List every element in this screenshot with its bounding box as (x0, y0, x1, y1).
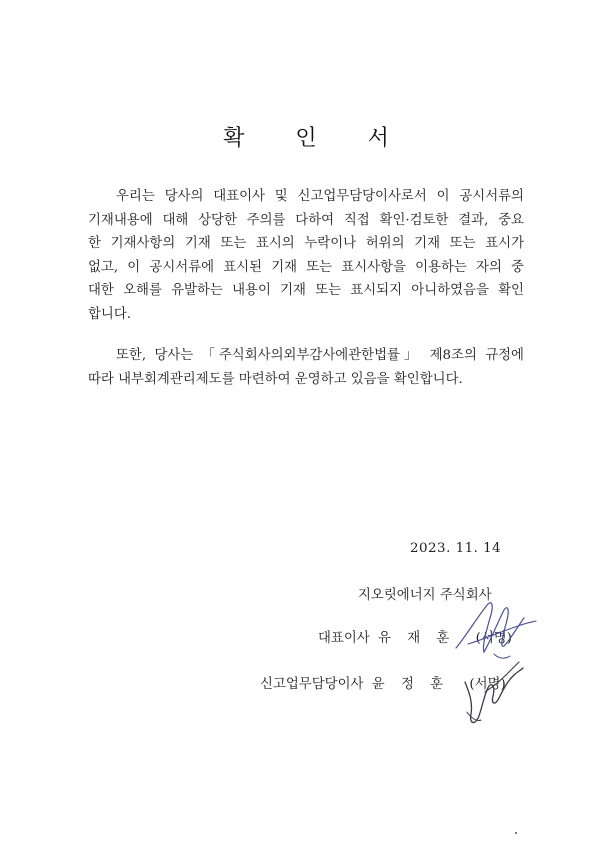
signer-disclosure-officer (260, 673, 506, 692)
signer-name: 유 재 훈 (378, 631, 456, 646)
paragraph-line: 합니다. (88, 306, 132, 322)
paragraph-line: 기재내용에 대해 상당한 주의를 다하여 직접 확인·검토한 결과, 중요 (88, 212, 524, 228)
internal-control-paragraph (88, 344, 524, 391)
signature-stroke (467, 712, 481, 721)
signer-name: 윤 정 훈 (371, 677, 450, 692)
company-name: 지오릿에너지 주식회사 (358, 588, 492, 603)
document-title: 확 인 서 (223, 126, 411, 151)
paragraph-line: 따라 내부회계관리제도를 마련하여 운영하고 있음을 확인합니다. (88, 371, 463, 387)
confirmation-paragraph (88, 185, 524, 327)
paragraph-line: 우리는 당사의 대표이사 및 신고업무담당이사로서 이 공시서류의 (116, 189, 524, 204)
paragraph-line: 한 기재사항의 기재 또는 표시의 누락이나 허위의 기재 또는 표시가 (88, 236, 524, 252)
signature-label: (서명) (469, 677, 506, 692)
paragraph-line: 없고, 이 공시서류에 표시된 기재 또는 표시사항을 이용하는 자의 중 (88, 259, 524, 275)
signature-stroke (494, 654, 510, 658)
signature-label: (서명) (475, 631, 512, 646)
scan-speck (515, 832, 517, 834)
paragraph-line: 대한 오해를 유발하는 내용이 기재 또는 표시되지 아니하였음을 확인 (88, 283, 524, 299)
signer-role: 대표이사 (318, 631, 370, 646)
handwritten-signature-officer (455, 652, 525, 732)
signer-role: 신고업무담당이사 (260, 677, 364, 692)
paragraph-line: 또한, 당사는 「주식회사의외부감사에관한법률」 제8조의 규정에 (116, 348, 524, 363)
document-date: 2023. 11. 14 (410, 541, 502, 556)
signer-ceo (318, 627, 512, 646)
